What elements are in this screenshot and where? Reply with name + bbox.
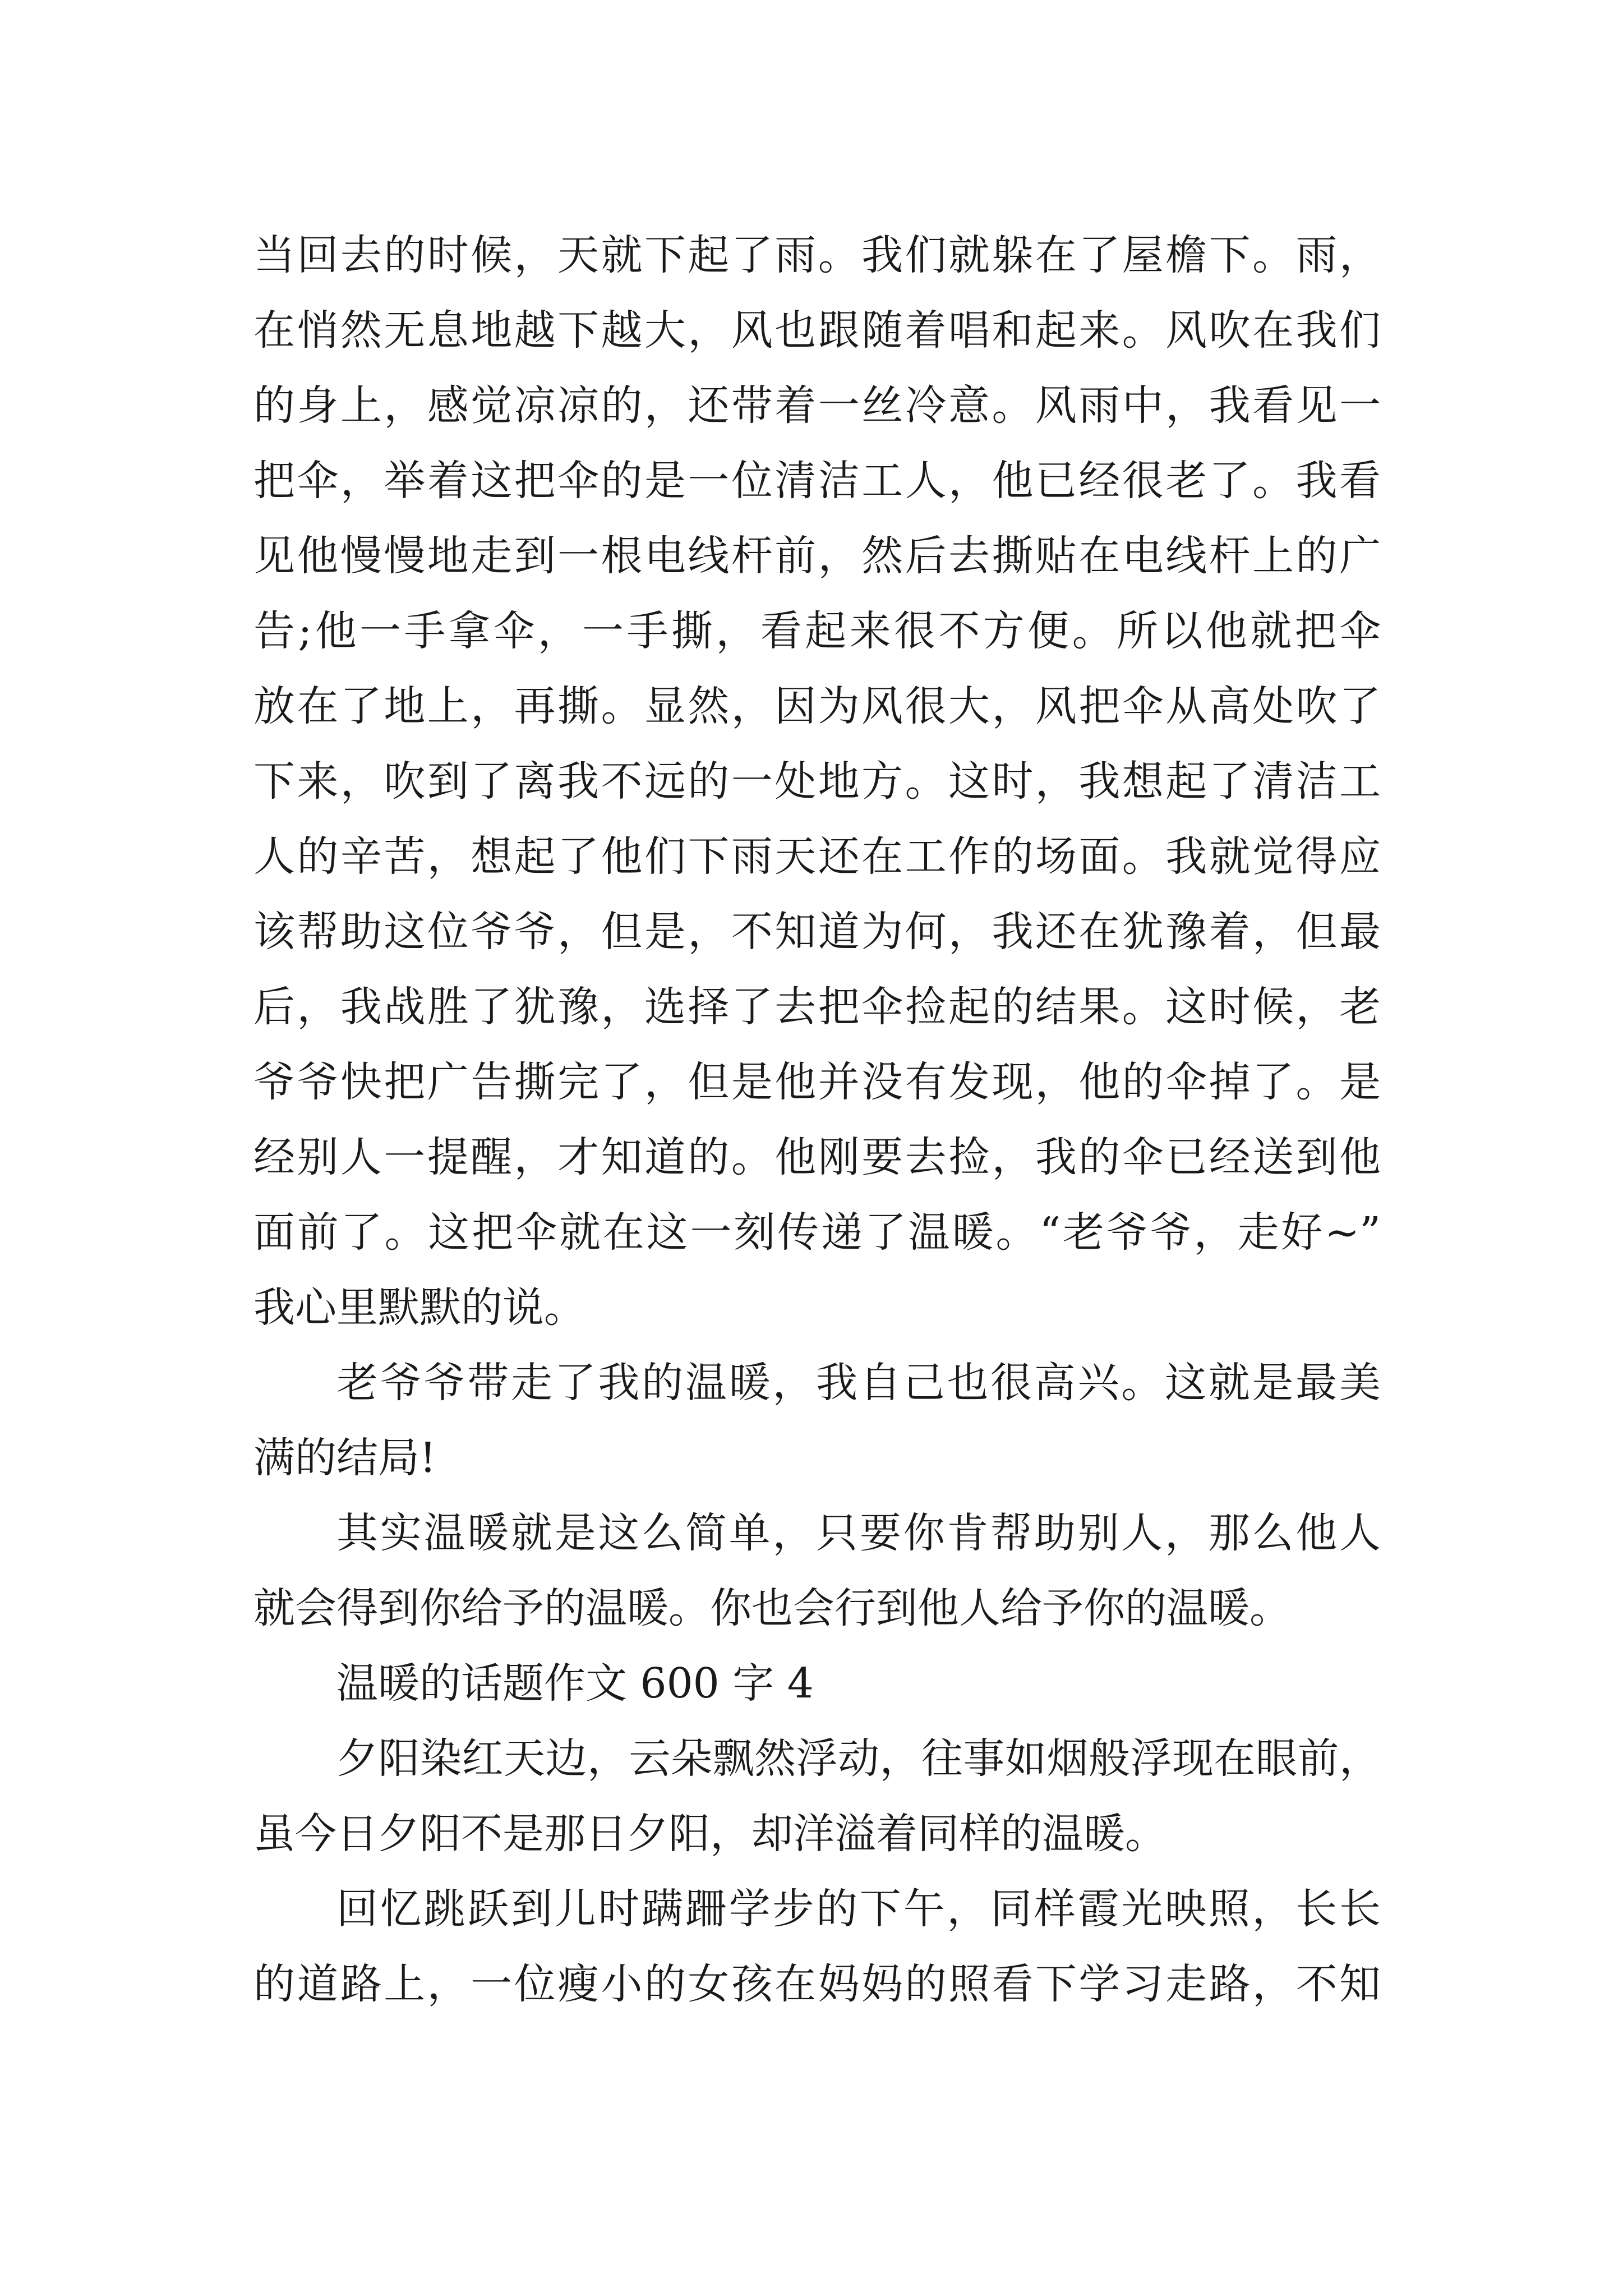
essay-text bbox=[253, 218, 1381, 2022]
text-line: 满的结局! bbox=[253, 1434, 436, 1482]
text-line: 在悄然无息地越下越大，风也跟随着唱和起来。风吹在我们 bbox=[253, 306, 1381, 355]
text-line: 见他慢慢地走到一根电线杆前，然后去撕贴在电线杆上的广 bbox=[253, 532, 1381, 580]
text-line: 下来，吹到了离我不远的一处地方。这时，我想起了清洁工 bbox=[253, 757, 1381, 806]
text-line: 爷爷快把广告撕完了，但是他并没有发现，他的伞掉了。是 bbox=[253, 1058, 1381, 1106]
text-line: 人的辛苦，想起了他们下雨天还在工作的场面。我就觉得应 bbox=[253, 832, 1381, 881]
text-line: 当回去的时候，天就下起了雨。我们就躲在了屋檐下。雨， bbox=[253, 231, 1381, 279]
text-line: 就会得到你给予的温暖。你也会行到他人给予你的温暖。 bbox=[253, 1584, 1291, 1632]
paragraph-start: 回忆跳跃到儿时蹒跚学步的下午，同样霞光映照，长长 bbox=[336, 1885, 1381, 1933]
text-line: 我心里默默的说。 bbox=[253, 1283, 585, 1332]
paragraph-start: 其实温暖就是这么简单，只要你肯帮助别人，那么他人 bbox=[336, 1509, 1381, 1557]
text-line: 放在了地上，再撕。显然，因为风很大，风把伞从高处吹了 bbox=[253, 682, 1381, 730]
text-line: 后，我战胜了犹豫，选择了去把伞捡起的结果。这时候，老 bbox=[253, 983, 1381, 1031]
paragraph-start: 老爷爷带走了我的温暖，我自己也很高兴。这就是最美 bbox=[336, 1359, 1381, 1407]
text-line: 该帮助这位爷爷，但是，不知道为何，我还在犹豫着，但最 bbox=[253, 908, 1381, 956]
text-line: 经别人一提醒，才知道的。他刚要去捡，我的伞已经送到他 bbox=[253, 1133, 1381, 1181]
section-heading: 温暖的话题作文 600 字 4 bbox=[336, 1659, 814, 1708]
text-line: 的道路上，一位瘦小的女孩在妈妈的照看下学习走路，不知 bbox=[253, 1960, 1381, 2008]
text-line: 把伞，举着这把伞的是一位清洁工人，他已经很老了。我看 bbox=[253, 457, 1381, 505]
text-line: 面前了。这把伞就在这一刻传递了温暖。“老爷爷，走好~” bbox=[253, 1208, 1381, 1257]
paragraph-start: 夕阳染红天边，云朵飘然浮动，往事如烟般浮现在眼前， bbox=[336, 1734, 1381, 1783]
text-line: 告;他一手拿伞，一手撕，看起来很不方便。所以他就把伞 bbox=[253, 607, 1381, 655]
text-line: 虽今日夕阳不是那日夕阳，却洋溢着同样的温暖。 bbox=[253, 1810, 1166, 1858]
text-line: 的身上，感觉凉凉的，还带着一丝冷意。风雨中，我看见一 bbox=[253, 381, 1381, 430]
